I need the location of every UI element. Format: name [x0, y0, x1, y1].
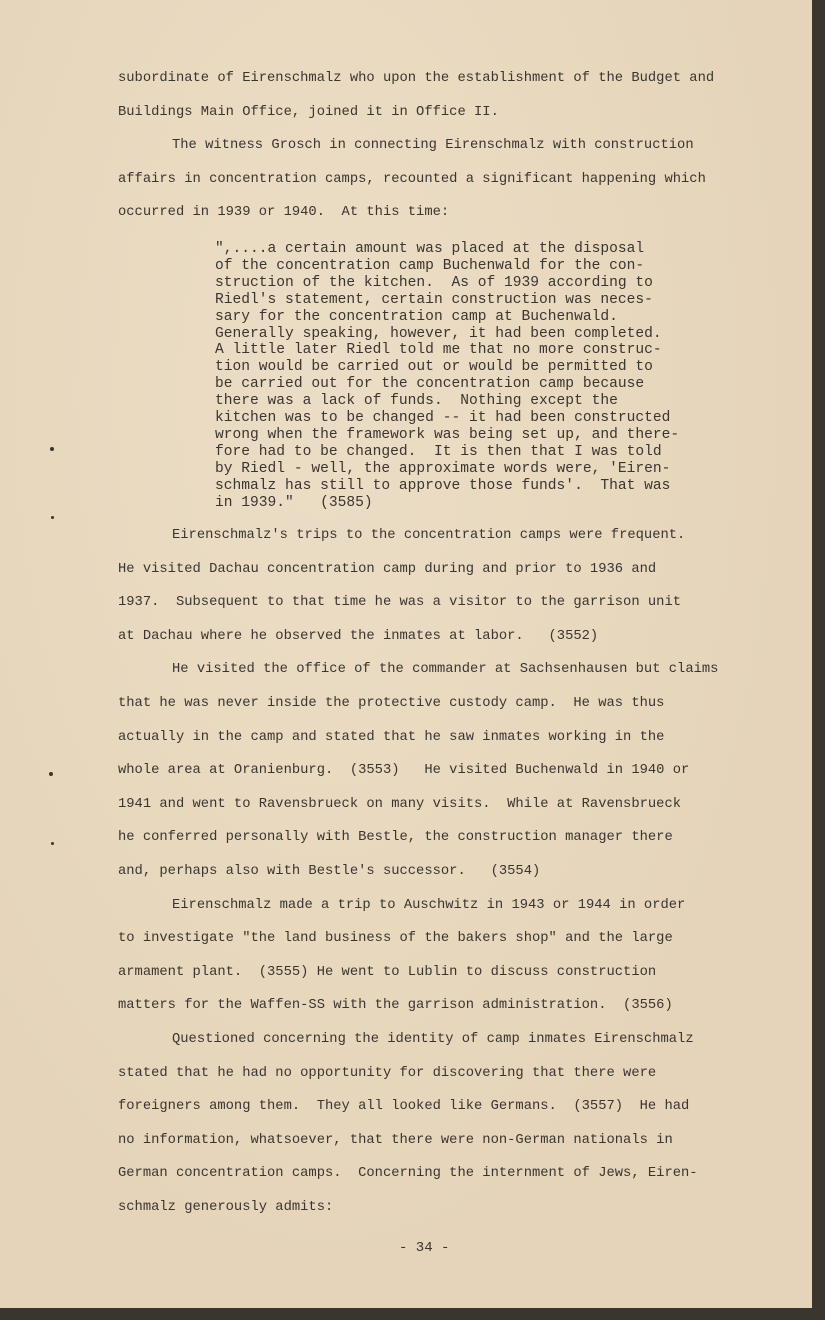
paragraph-line: occurred in 1939 or 1940. At this time: [118, 205, 450, 221]
paragraph-line: He visited Dachau concentration camp during and prior to 1936 and [118, 561, 657, 577]
page-number: - 34 - [399, 1240, 450, 1256]
paragraph-line: Eirenschmalz's trips to the concentration camps were frequent. [172, 528, 686, 543]
quote-line: A little later Riedl told me that no more construc- [215, 342, 662, 359]
margin-mark [51, 842, 54, 845]
paragraph-line: matters for the Waffen-SS with the garrison administration. (3556) [118, 998, 673, 1014]
paragraph-line: Buildings Main Office, joined it in Office II. [118, 104, 499, 120]
paragraph-line: at Dachau where he observed the inmates at labor. (3552) [118, 628, 599, 644]
paragraph-line: The witness Grosch in connecting Eirenschmalz with construction [172, 138, 694, 154]
quote-line: Generally speaking, however, it had been completed. [215, 325, 662, 342]
paragraph-line: affairs in concentration camps, recounted a significant happening which [118, 171, 706, 187]
quote-line: be carried out for the concentration camp because [215, 376, 645, 393]
paragraph-line: that he was never inside the protective custody camp. He was thus [118, 696, 665, 711]
quote-line: schmalz has still to approve those funds'. That was [215, 477, 671, 494]
paragraph-line: armament plant. (3555) He went to Lublin to discuss construction [118, 964, 657, 980]
paragraph-line: German concentration camps. Concerning the internment of Jews, Eiren- [118, 1166, 698, 1182]
paragraph-line: to investigate "the land business of the bakers shop" and the large [118, 931, 673, 947]
quote-line: struction of the kitchen. As of 1939 according to [215, 274, 653, 291]
margin-mark [51, 516, 54, 519]
paragraph-line: Eirenschmalz made a trip to Auschwitz in 1943 or 1944 in order [172, 897, 686, 913]
paragraph-line: actually in the camp and stated that he saw inmates working in the [118, 729, 665, 745]
paragraph-line: stated that he had no opportunity for discovering that there were [118, 1065, 657, 1081]
margin-mark [49, 772, 53, 776]
quote-line: fore had to be changed. It is then that I was told [215, 443, 662, 460]
paragraph-line: he conferred personally with Bestle, the construction manager there [118, 830, 673, 846]
paragraph-line: 1941 and went to Ravensbrueck on many visits. While at Ravensbrueck [118, 796, 682, 812]
quote-line: sary for the concentration camp at Buchenwald. [215, 308, 618, 325]
quote-line: kitchen was to be changed -- it had been constructed [215, 410, 671, 426]
quote-line: Riedl's statement, certain construction was neces- [215, 291, 653, 308]
paragraph-line: foreigners among them. They all looked like Germans. (3557) He had [118, 1099, 690, 1115]
paragraph-line: and, perhaps also with Bestle's successor. (3554) [118, 864, 541, 879]
paragraph-line: Questioned concerning the identity of camp inmates Eirenschmalz [172, 1032, 694, 1047]
margin-mark [50, 447, 54, 451]
quote-line: ",....a certain amount was placed at the disposal [215, 241, 645, 257]
quote-line: in 1939." (3585) [215, 494, 373, 511]
quote-line: there was a lack of funds. Nothing except the [215, 393, 618, 410]
paragraph-line: schmalz generously admits: [118, 1200, 334, 1215]
paragraph-line: 1937. Subsequent to that time he was a visitor to the garrison unit [118, 595, 682, 611]
quote-line: wrong when the framework was being set up, and there- [215, 426, 680, 443]
quote-line: of the concentration camp Buchenwald for the con- [215, 257, 645, 274]
paragraph-line: He visited the office of the commander at Sachsenhausen but claims [172, 662, 719, 678]
paragraph-line: whole area at Oranienburg. (3553) He visited Buchenwald in 1940 or [118, 763, 690, 779]
quote-line: by Riedl - well, the approximate words were, 'Eiren- [215, 460, 671, 477]
paragraph-line: subordinate of Eirenschmalz who upon the establishment of the Budget and [118, 71, 715, 86]
paragraph-line: no information, whatsoever, that there were non-German nationals in [118, 1132, 673, 1148]
quote-line: tion would be carried out or would be permitted to [215, 359, 653, 376]
